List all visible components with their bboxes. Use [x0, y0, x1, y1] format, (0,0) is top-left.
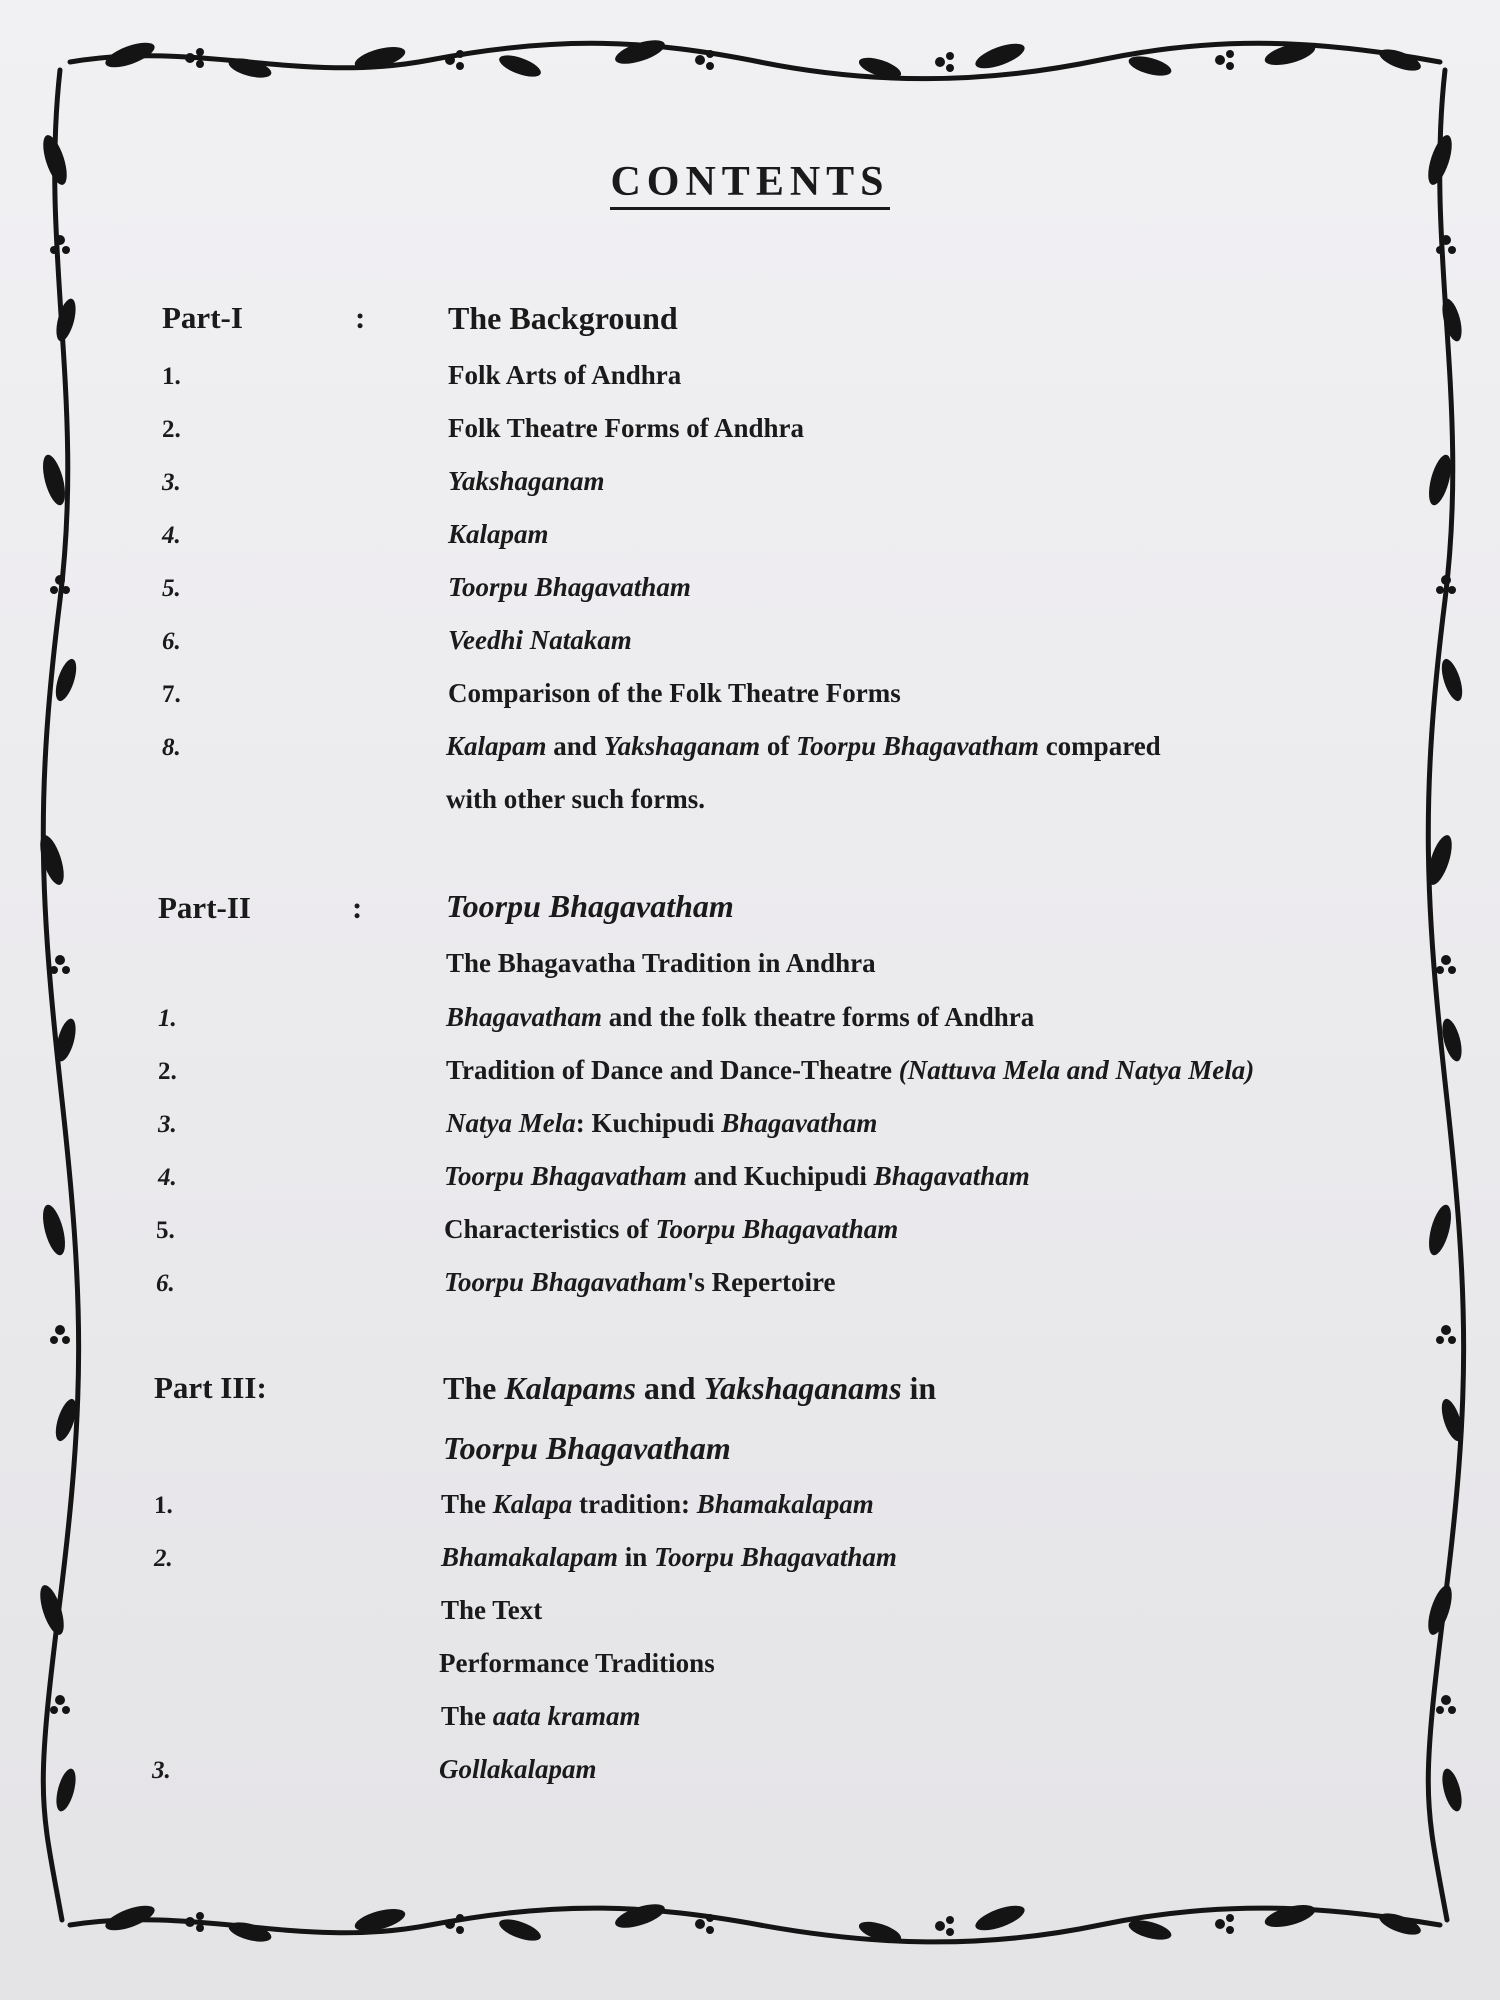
part2-colon: :: [352, 890, 363, 925]
part2-item5-num: 5.: [156, 1217, 175, 1244]
part2-subtitle: The Bhagavatha Tradition in Andhra: [446, 948, 876, 978]
part1-item2-text: Folk Theatre Forms of Andhra: [448, 413, 805, 443]
part1-colon: :: [355, 300, 366, 335]
part1-item6-num: 6.: [162, 628, 181, 655]
part1-title: The Background: [448, 300, 678, 336]
part2-item6-text: Toorpu Bhagavatham's Repertoire: [444, 1267, 836, 1297]
part3-item3-text: Gollakalapam: [439, 1754, 597, 1784]
part1-item2-num: 2.: [162, 416, 181, 443]
part1-item7-num: 7.: [162, 681, 181, 708]
part3-item1-num: 1.: [154, 1492, 173, 1519]
part1-item5-text: Toorpu Bhagavatham: [448, 572, 691, 602]
part2-title: Toorpu Bhagavatham: [446, 888, 734, 924]
part2-item5-text: Characteristics of Toorpu Bhagavatham: [444, 1214, 899, 1244]
part3-item-performance: Performance Traditions: [439, 1648, 715, 1678]
contents-heading: CONTENTS: [610, 159, 889, 210]
part2-label: Part-II: [158, 890, 251, 925]
part2-item1-text: Bhagavatham and the folk theatre forms of Andhra: [446, 1002, 1035, 1032]
part3-title-line1: The Kalapams and Yakshaganams in: [443, 1370, 937, 1406]
part3-title-line2: Toorpu Bhagavatham: [443, 1430, 731, 1466]
part2-item3-text: Natya Mela: Kuchipudi Bhagavatham: [446, 1108, 878, 1138]
part1-item7-text: Comparison of the Folk Theatre Forms: [448, 678, 901, 708]
part1-item4-num: 4.: [162, 522, 181, 549]
part3-label: Part III:: [154, 1370, 267, 1405]
part2-item2-text: Tradition of Dance and Dance-Theatre (Nattuva Mela and Natya Mela): [446, 1055, 1255, 1085]
part3-item-text-heading: The Text: [441, 1595, 543, 1625]
part1-item3-text: Yakshaganam: [448, 466, 605, 496]
part1-item5-num: 5.: [162, 575, 181, 602]
part1-item1-text: Folk Arts of Andhra: [448, 360, 682, 390]
part1-item1-num: 1.: [162, 363, 181, 390]
part2-item2-num: 2.: [158, 1058, 177, 1085]
part2-item4-text: Toorpu Bhagavatham and Kuchipudi Bhagavatham: [444, 1161, 1030, 1191]
part3-item-aata: The aata kramam: [441, 1701, 641, 1731]
part3-item1-text: The Kalapa tradition: Bhamakalapam: [441, 1489, 874, 1519]
part3-item3-num: 3.: [152, 1757, 171, 1784]
part1-item8-num: 8.: [162, 734, 181, 761]
part3-item2-text: Bhamakalapam in Toorpu Bhagavatham: [441, 1542, 897, 1572]
part2-item1-num: 1.: [158, 1005, 177, 1032]
part3-item2-num: 2.: [154, 1545, 173, 1572]
contents-title: [0, 158, 1500, 206]
part2-item6-num: 6.: [156, 1270, 175, 1297]
part1-label: Part-I: [162, 300, 243, 335]
part1-item6-text: Veedhi Natakam: [448, 625, 632, 655]
part1-item8-line2: with other such forms.: [446, 784, 705, 814]
part1-item4-text: Kalapam: [448, 519, 549, 549]
part1-item8-line1: Kalapam and Yakshaganam of Toorpu Bhagavatham compared: [446, 731, 1161, 761]
part2-item3-num: 3.: [158, 1111, 177, 1138]
part1-item3-num: 3.: [162, 469, 181, 496]
part2-item4-num: 4.: [158, 1164, 177, 1191]
